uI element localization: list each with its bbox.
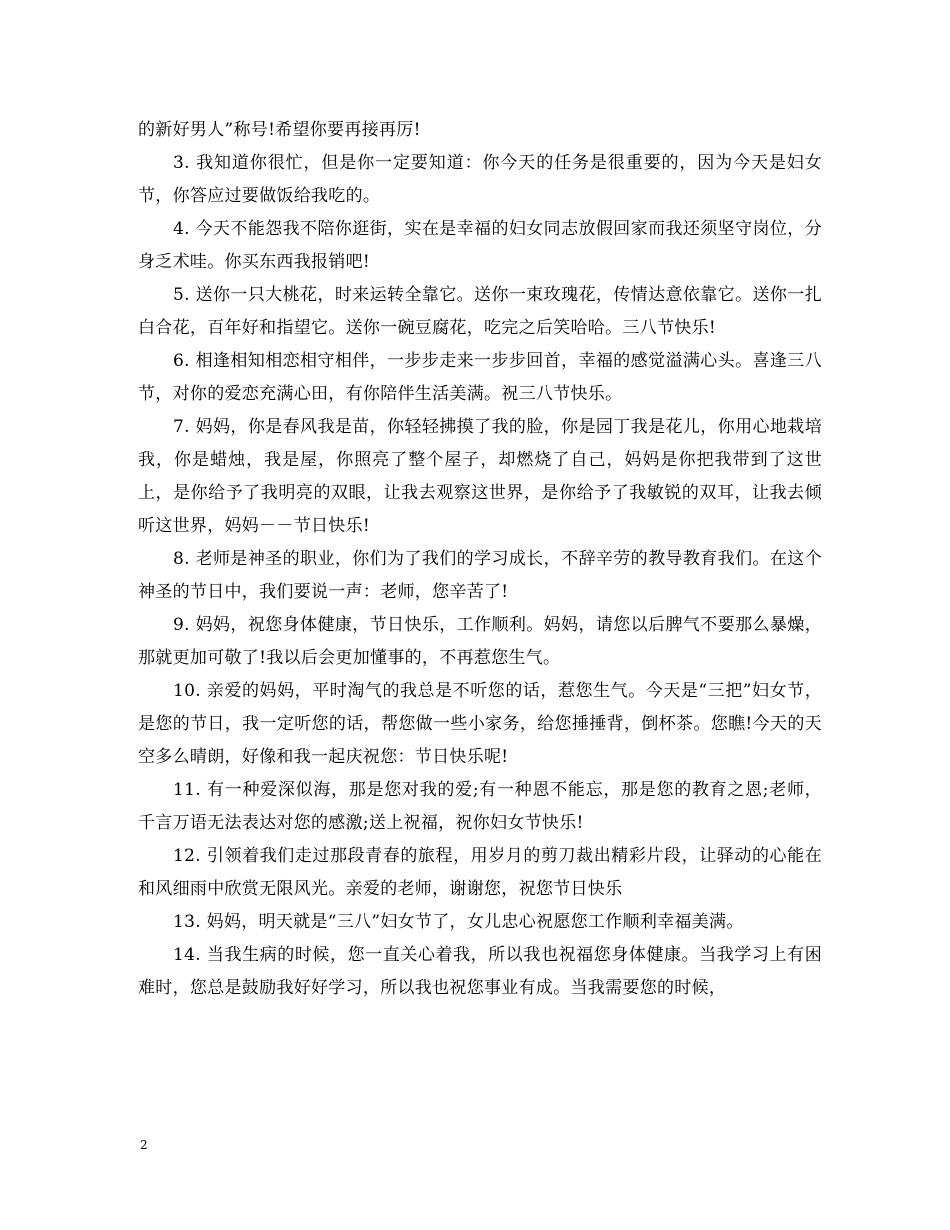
document-body [138, 114, 822, 1005]
paragraph: 10. 亲爱的妈妈，平时淘气的我总是不听您的话，惹您生气。今天是“三把”妇女节，是您的节日，我一定听您的话，帮您做一些小家务，给您捶捶背，倒杯茶。您瞧!今天的天空多么晴朗，好像和我一起庆祝您：节日快乐呢! [138, 681, 822, 767]
paragraph: 13. 妈妈，明天就是“三八”妇女节了，女儿忠心祝愿您工作顺利幸福美满。 [173, 912, 744, 932]
paragraph: 3. 我知道你很忙，但是你一定要知道：你今天的任务是很重要的，因为今天是妇女节，你答应过要做饭给我吃的。 [138, 153, 822, 206]
paragraph: 4. 今天不能怨我不陪你逛街，实在是幸福的妇女同志放假回家而我还须坚守岗位，分身乏术哇。你买东西我报销吧! [138, 219, 822, 272]
paragraph: 9. 妈妈，祝您身体健康，节日快乐，工作顺利。妈妈，请您以后脾气不要那么暴燥，那就更加可敬了!我以后会更加懂事的，不再惹您生气。 [138, 615, 822, 668]
paragraph: 14. 当我生病的时候，您一直关心着我，所以我也祝福您身体健康。当我学习上有困难时，您总是鼓励我好好学习，所以我也祝您事业有成。当我需要您的时候， [138, 945, 822, 998]
paragraph: 12. 引领着我们走过那段青春的旅程，用岁月的剪刀裁出精彩片段，让驿动的心能在和风细雨中欣赏无限风光。亲爱的老师，谢谢您，祝您节日快乐 [138, 846, 822, 899]
page-number: 2 [140, 1138, 148, 1152]
paragraph: 6. 相逢相知相恋相守相伴，一步步走来一步步回首，幸福的感觉溢满心头。喜逢三八节，对你的爱恋充满心田，有你陪伴生活美满。祝三八节快乐。 [138, 351, 822, 404]
paragraph: 的新好男人”称号!希望你要再接再厉! [138, 120, 421, 140]
paragraph: 8. 老师是神圣的职业，你们为了我们的学习成长，不辞辛劳的教导教育我们。在这个神圣的节日中，我们要说一声：老师，您辛苦了! [138, 549, 822, 602]
paragraph: 11. 有一种爱深似海，那是您对我的爱;有一种恩不能忘，那是您的教育之恩;老师，千言万语无法表达对您的感激;送上祝福，祝你妇女节快乐! [138, 780, 822, 833]
paragraph: 7. 妈妈，你是春风我是苗，你轻轻拂摸了我的脸，你是园丁我是花儿，你用心地栽培我，你是蜡烛，我是屋，你照亮了整个屋子，却燃烧了自己，妈妈是你把我带到了这世上，是你给予了我明亮的双眼，让我去观察这世界，是你给予了我敏锐的双耳，让我去倾听这世界，妈妈－－节日快乐! [138, 417, 822, 536]
paragraph: 5. 送你一只大桃花，时来运转全靠它。送你一束玫瑰花，传情达意依靠它。送你一扎白合花，百年好和指望它。送你一碗豆腐花，吃完之后笑哈哈。三八节快乐! [138, 285, 822, 338]
